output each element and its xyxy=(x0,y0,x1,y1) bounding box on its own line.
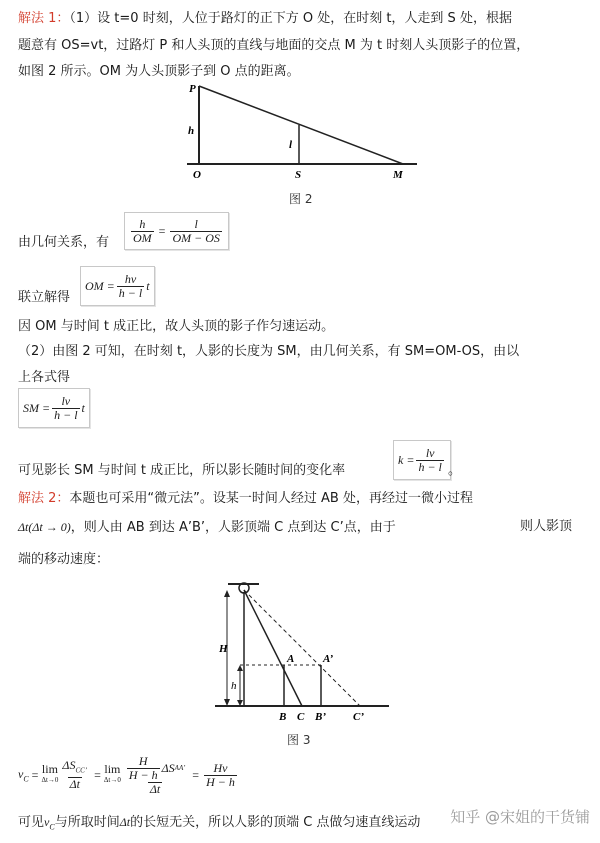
f5-eq3: = xyxy=(192,767,200,782)
final-vc-sub: C xyxy=(49,822,55,832)
fig3-label-A: A xyxy=(287,653,295,665)
f2-den: h − l xyxy=(118,285,143,300)
f5-n1-sub: CC’ xyxy=(75,766,88,775)
f5-n1: ΔS xyxy=(62,757,76,772)
final-line xyxy=(18,813,420,836)
f5-frac-HH: H − h xyxy=(128,767,158,782)
fig3-label-B2: B’ xyxy=(315,711,326,723)
formula-4 xyxy=(393,440,451,480)
method1-p1-l2: 题意有 OS=vt，过路灯 P 和人头顶的直线与地面的交点 M 为 t 时刻人头顶影子的位置， xyxy=(18,38,530,53)
fig2-ray xyxy=(199,86,403,164)
part2-l2: 上各式得 xyxy=(18,370,71,385)
figure-3 xyxy=(205,572,395,728)
fig2-caption: 图 2 xyxy=(289,192,313,206)
f5-lim2: lim xyxy=(104,762,121,776)
f5-lim2-sub: Δt→0 xyxy=(103,776,121,784)
f5-eq2: = xyxy=(94,767,101,782)
f5-rhs-num: Hv xyxy=(213,760,228,775)
method2-tag: 解法 2： xyxy=(18,491,70,506)
rate-end: 。 xyxy=(448,463,462,478)
final-dt: Δt xyxy=(119,815,131,829)
fig3-label-h: h xyxy=(231,680,237,692)
f5-frac-H: H xyxy=(138,753,148,768)
f1-lhs-den: OM xyxy=(133,230,152,245)
f5-vc-sub: C xyxy=(23,774,29,784)
f5-rhs-den: H − h xyxy=(206,774,235,789)
final-b: 与所取时间 xyxy=(54,815,120,830)
conclusion: 因 OM 与时间 t 成正比，故人头顶的影子作匀速运动。 xyxy=(18,319,335,334)
f3-num: lv xyxy=(61,393,71,408)
method2-l1: 本题也可采用“微元法”。设某一时间人经过 AB 处，再经过一微小过程 xyxy=(69,491,473,506)
f5-n2-sub: AA’ xyxy=(174,763,186,772)
f5-lim1-sub: Δt→0 xyxy=(41,776,59,784)
f5-n2: ΔS xyxy=(161,760,175,775)
method1-p1-l3: 如图 2 所示。OM 为人头顶影子到 O 点的距离。 xyxy=(18,64,300,79)
f1-rhs-den: OM − OS xyxy=(172,230,220,245)
fig3-label-C: C xyxy=(297,711,305,723)
fig3-caption: 图 3 xyxy=(287,733,311,747)
f4-lhs: k = xyxy=(398,452,415,467)
part2-l1: （2）由图 2 可知，在时刻 t，人影的长度为 SM，由几何关系，有 SM=OM-OS，由以 xyxy=(18,344,520,359)
f5-vc: v xyxy=(18,766,24,781)
method2-l3: 端的移动速度： xyxy=(18,552,110,567)
f4-num: lv xyxy=(425,445,435,460)
final-c: 的长短无关，所以人影的顶端 C 点做匀速直线运动 xyxy=(130,815,421,830)
f4-den: h − l xyxy=(418,459,442,474)
method2-l2a: ，则人由 AB 到达 A’B’，人影顶端 C 点到达 C’点，由于 xyxy=(70,520,396,535)
fig3-H-arrow-bottom xyxy=(224,699,230,706)
formula-5 xyxy=(18,750,239,800)
method2-l2b: 则人影顶 xyxy=(520,519,573,534)
fig3-label-A2: A’ xyxy=(323,653,334,665)
method1-line1 xyxy=(18,10,512,28)
f2-tail: t xyxy=(146,278,150,293)
final-vc: v xyxy=(44,815,50,829)
formula-2 xyxy=(80,266,155,306)
fig2-label-P: P xyxy=(189,83,196,95)
fig2-label-M: M xyxy=(393,169,403,181)
method2-dt: Δt(Δt → 0) xyxy=(18,520,71,534)
formula-3 xyxy=(18,388,90,428)
fig2-label-l: l xyxy=(289,139,293,151)
final-a: 可见 xyxy=(18,815,45,830)
formula-1 xyxy=(124,212,229,250)
f2-lhs: OM = xyxy=(85,278,115,293)
method2-line1 xyxy=(18,490,473,508)
fig2-label-O: O xyxy=(193,169,201,181)
f1-rhs-num: l xyxy=(194,216,198,231)
fig3-ray-C xyxy=(244,590,302,706)
f5-d1: Δt xyxy=(69,777,80,792)
fig3-ray-C2 xyxy=(244,590,360,706)
figure-2 xyxy=(185,82,425,182)
fig3-label-B: B xyxy=(279,711,287,723)
f5-d2: Δt xyxy=(149,781,161,796)
method2-line2 xyxy=(18,518,396,537)
solve-text: 联立解得 xyxy=(18,290,71,305)
f3-tail: t xyxy=(81,400,85,415)
fig3-h-arrow-top xyxy=(237,665,243,671)
f2-num: hv xyxy=(124,271,137,286)
geo-text: 由几何关系，有 xyxy=(18,235,110,250)
fig2-label-S: S xyxy=(295,169,302,181)
method1-p1-l1: （1）设 t=0 时刻，人位于路灯的正下方 O 处，在时刻 t，人走到 S 处，根据 xyxy=(69,11,512,26)
rate-text: 可见影长 SM 与时间 t 成正比，所以影长随时间的变化率 xyxy=(18,463,346,478)
fig3-label-H: H xyxy=(219,643,228,655)
fig2-label-h: h xyxy=(188,125,195,137)
watermark: 知乎 @宋姐的干货铺 xyxy=(450,808,590,826)
f5-lim1: lim xyxy=(41,762,58,776)
f1-eq: = xyxy=(158,223,166,238)
f3-den: h − l xyxy=(54,407,78,422)
fig3-label-C2: C’ xyxy=(353,711,364,723)
method1-tag: 解法 1： xyxy=(18,11,70,26)
fig3-H-arrow-top xyxy=(224,590,230,597)
f5-eq1: = xyxy=(31,767,39,782)
f3-lhs: SM = xyxy=(23,400,51,415)
f1-lhs-num: h xyxy=(139,216,146,231)
